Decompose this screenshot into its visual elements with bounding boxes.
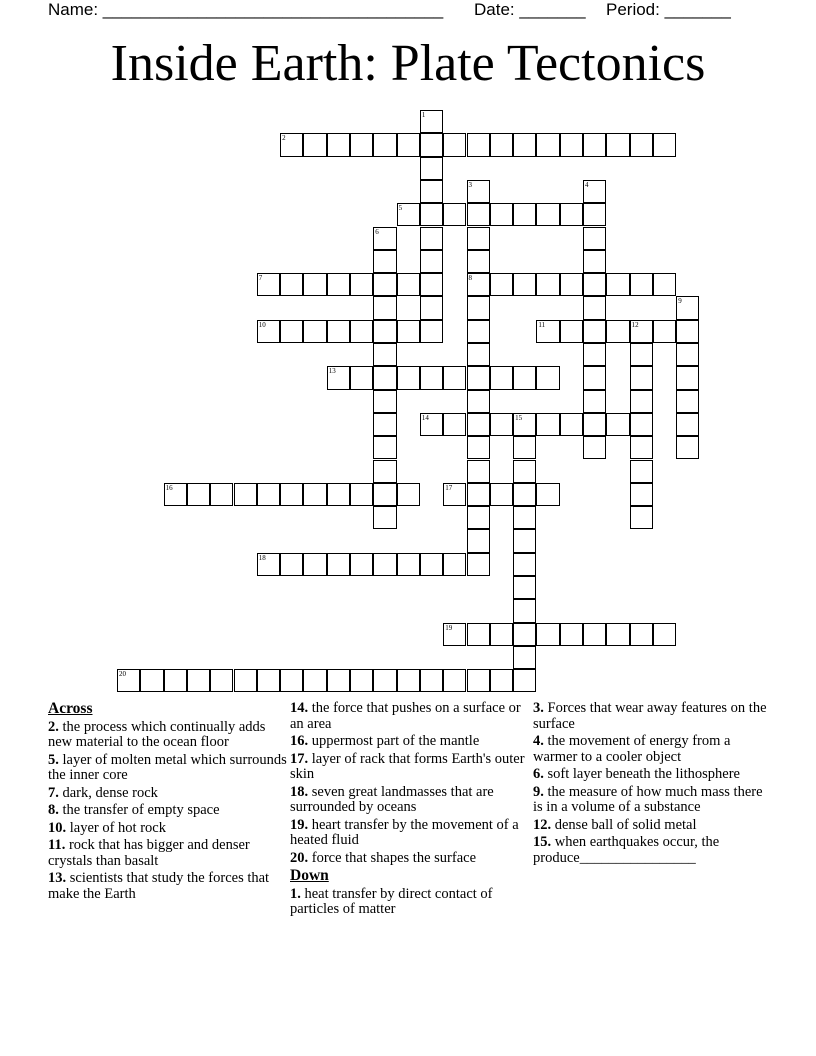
grid-cell[interactable] [653, 133, 676, 156]
grid-cell[interactable] [420, 250, 443, 273]
page-title: Inside Earth: Plate Tectonics [110, 35, 706, 92]
across-heading: Across [48, 700, 93, 717]
grid-cell[interactable] [350, 133, 373, 156]
down-heading: Down [290, 867, 329, 884]
clue-text: Forces that wear away features on the surface [533, 700, 767, 732]
clue-text: when earthquakes occur, the produce________________ [533, 834, 720, 866]
across-clue [290, 818, 526, 849]
clue-number: 5. [48, 751, 59, 768]
grid-cell[interactable] [513, 366, 536, 389]
clue-number-label: 5 [398, 204, 403, 213]
clues-column-3 [533, 701, 773, 868]
grid-cell[interactable] [513, 460, 536, 483]
grid-cell[interactable] [397, 483, 420, 506]
grid-cell[interactable] [420, 203, 443, 226]
grid-cell[interactable] [327, 133, 350, 156]
grid-cell[interactable] [280, 483, 303, 506]
clue-text: uppermost part of the mantle [308, 733, 480, 749]
grid-cell[interactable] [327, 483, 350, 506]
clue-number: 20. [290, 849, 309, 866]
clue-number-label: 1 [421, 111, 426, 119]
clue-text: the force that pushes on a surface or an area [290, 700, 521, 732]
across-clue [48, 821, 288, 837]
clue-number-label: 4 [585, 180, 589, 189]
clue-text: dense ball of solid metal [551, 816, 697, 833]
clue-text: scientists that study the forces that make the Earth [48, 870, 270, 902]
grid-cell[interactable] [606, 133, 629, 156]
grid-cell[interactable] [490, 273, 513, 296]
down-clue [533, 835, 773, 866]
down-clue [290, 887, 526, 918]
grid-cell[interactable] [536, 483, 559, 506]
grid-cell[interactable] [513, 623, 536, 646]
grid-cell[interactable] [443, 203, 466, 226]
grid-cell[interactable] [420, 133, 443, 156]
grid-cell[interactable] [467, 320, 490, 343]
grid-cell[interactable] [303, 273, 326, 296]
grid-cell[interactable] [583, 343, 606, 366]
grid-cell[interactable] [397, 133, 420, 156]
grid-cell[interactable] [280, 669, 303, 692]
grid-cell[interactable] [210, 483, 233, 506]
down-clue [533, 734, 773, 765]
clue-number-label: 18 [258, 553, 266, 562]
grid-cell[interactable] [397, 366, 420, 389]
across-clue [290, 752, 526, 783]
grid-cell[interactable] [676, 343, 699, 366]
clue-number-label: 19 [445, 623, 453, 632]
grid-cell[interactable] [467, 133, 490, 156]
grid-cell[interactable] [350, 483, 373, 506]
grid-cell[interactable] [583, 623, 606, 646]
across-clue [48, 720, 288, 751]
grid-cell[interactable] [373, 390, 396, 413]
grid-cell[interactable] [443, 133, 466, 156]
grid-cell[interactable] [373, 343, 396, 366]
grid-cell[interactable] [583, 436, 606, 459]
down-clue [533, 701, 773, 732]
grid-cell[interactable] [280, 553, 303, 576]
clue-number: 10. [48, 819, 67, 836]
grid-cell[interactable] [490, 623, 513, 646]
clue-number: 15. [533, 834, 552, 850]
across-clue [290, 734, 526, 750]
clue-text: the transfer of empty space [58, 802, 220, 818]
grid-cell[interactable] [303, 133, 326, 156]
clue-text: the measure of how much mass there is in a volume of a substance [533, 783, 763, 815]
clue-number: 8. [48, 802, 59, 818]
grid-cell[interactable] [373, 553, 396, 576]
grid-cell[interactable] [513, 483, 536, 506]
grid-cell[interactable] [234, 669, 257, 692]
grid-cell[interactable] [653, 273, 676, 296]
grid-cell[interactable] [513, 529, 536, 552]
grid-cell[interactable] [536, 133, 559, 156]
grid-cell[interactable] [630, 273, 653, 296]
grid-cell[interactable] [467, 506, 490, 529]
grid-cell[interactable] [676, 413, 699, 436]
clue-text: the process which continually adds new material to the ocean floor [48, 718, 266, 750]
grid-cell[interactable] [606, 320, 629, 343]
grid-cell[interactable] [373, 413, 396, 436]
grid-cell[interactable] [653, 623, 676, 646]
clue-text: seven great landmasses that are surrounded by oceans [290, 783, 494, 815]
grid-cell[interactable] [327, 320, 350, 343]
grid-cell[interactable] [583, 320, 606, 343]
clue-number: 12. [533, 816, 552, 833]
grid-cell[interactable] [373, 436, 396, 459]
grid-cell[interactable] [583, 296, 606, 319]
clue-text: layer of rack that forms Earth's outer skin [290, 750, 525, 782]
clue-number: 17. [290, 750, 309, 767]
grid-cell[interactable] [443, 669, 466, 692]
grid-cell[interactable] [560, 413, 583, 436]
clue-number-label: 11 [538, 320, 546, 329]
clue-number-label: 20 [119, 670, 126, 679]
clue-number: 16. [290, 733, 309, 749]
across-clue [48, 803, 288, 819]
across-clue [48, 871, 288, 902]
grid-cell[interactable] [350, 366, 373, 389]
clue-number: 18. [290, 783, 309, 800]
grid-cell[interactable] [560, 623, 583, 646]
across-clue [48, 753, 288, 784]
grid-cell[interactable] [373, 273, 396, 296]
clue-text: layer of hot rock [66, 819, 166, 836]
date-field-label: Date: _______ [474, 0, 586, 19]
grid-cell[interactable] [630, 133, 653, 156]
clue-number-label: 16 [165, 483, 173, 492]
grid-cell[interactable] [630, 390, 653, 413]
grid-cell[interactable] [373, 669, 396, 692]
grid-cell[interactable] [583, 413, 606, 436]
clue-number-label: 12 [631, 320, 639, 329]
grid-cell[interactable] [676, 436, 699, 459]
grid-cell[interactable] [676, 366, 699, 389]
grid-cell[interactable] [373, 320, 396, 343]
grid-cell[interactable] [350, 669, 373, 692]
grid-cell[interactable] [467, 250, 490, 273]
clue-text: the movement of energy from a warmer to a cooler object [533, 733, 731, 765]
grid-cell[interactable] [467, 227, 490, 250]
clue-text: layer of molten metal which surrounds the inner core [48, 751, 287, 783]
grid-cell[interactable] [513, 553, 536, 576]
clue-number: 3. [533, 700, 544, 716]
period-field-label: Period: _______ [606, 0, 731, 19]
clue-number-label: 15 [515, 413, 523, 422]
grid-cell[interactable] [443, 366, 466, 389]
grid-cell[interactable] [490, 366, 513, 389]
grid-cell[interactable] [420, 669, 443, 692]
grid-cell[interactable] [420, 157, 443, 180]
clue-number-label: 10 [258, 320, 266, 329]
clues-column-1 [48, 701, 288, 904]
grid-cell[interactable] [467, 553, 490, 576]
grid-cell[interactable] [420, 180, 443, 203]
clue-text: rock that has bigger and denser crystals than basalt [48, 837, 250, 869]
grid-cell[interactable] [560, 203, 583, 226]
grid-cell[interactable] [513, 203, 536, 226]
grid-cell[interactable] [373, 250, 396, 273]
grid-cell[interactable] [583, 250, 606, 273]
grid-cell[interactable] [513, 436, 536, 459]
grid-cell[interactable] [583, 390, 606, 413]
across-clue [290, 785, 526, 816]
grid-cell[interactable] [583, 203, 606, 226]
grid-cell[interactable] [536, 273, 559, 296]
grid-cell[interactable] [443, 413, 466, 436]
grid-cell[interactable] [467, 483, 490, 506]
grid-cell[interactable] [373, 506, 396, 529]
clue-number-label: 3 [468, 180, 472, 189]
grid-cell[interactable] [630, 483, 653, 506]
clue-number: 19. [290, 816, 309, 833]
grid-cell[interactable] [467, 529, 490, 552]
grid-cell[interactable] [676, 320, 699, 343]
grid-cell[interactable] [630, 343, 653, 366]
grid-cell[interactable] [490, 483, 513, 506]
grid-cell[interactable] [257, 483, 280, 506]
clue-number: 2. [48, 718, 59, 735]
across-clue [48, 786, 288, 802]
grid-cell[interactable] [164, 669, 187, 692]
grid-cell[interactable] [467, 343, 490, 366]
grid-cell[interactable] [420, 296, 443, 319]
clue-number: 4. [533, 733, 544, 749]
clue-number: 9. [533, 783, 544, 800]
grid-cell[interactable] [467, 296, 490, 319]
grid-cell[interactable] [630, 366, 653, 389]
grid-cell[interactable] [536, 366, 559, 389]
grid-cell[interactable] [420, 553, 443, 576]
grid-cell[interactable] [513, 506, 536, 529]
grid-cell[interactable] [536, 203, 559, 226]
grid-cell[interactable] [327, 553, 350, 576]
grid-cell[interactable] [397, 320, 420, 343]
grid-cell[interactable] [583, 273, 606, 296]
grid-cell[interactable] [420, 273, 443, 296]
across-clue [290, 701, 526, 732]
grid-cell[interactable] [606, 413, 629, 436]
grid-cell[interactable] [327, 273, 350, 296]
grid-cell[interactable] [140, 669, 163, 692]
grid-cell[interactable] [303, 553, 326, 576]
grid-cell[interactable] [490, 203, 513, 226]
grid-cell[interactable] [583, 133, 606, 156]
grid-cell[interactable] [560, 273, 583, 296]
grid-cell[interactable] [630, 623, 653, 646]
grid-cell[interactable] [513, 133, 536, 156]
grid-cell[interactable] [467, 436, 490, 459]
grid-cell[interactable] [420, 227, 443, 250]
grid-cell[interactable] [350, 273, 373, 296]
clue-number-label: 8 [468, 274, 472, 283]
down-clue [533, 785, 773, 816]
grid-cell[interactable] [583, 366, 606, 389]
grid-cell[interactable] [467, 413, 490, 436]
grid-cell[interactable] [373, 460, 396, 483]
grid-cell[interactable] [630, 436, 653, 459]
grid-cell[interactable] [350, 553, 373, 576]
grid-cell[interactable] [630, 413, 653, 436]
clue-text: heat transfer by direct contact of particles of matter [290, 885, 493, 917]
name-field-label: Name: ____________________________________ [48, 0, 444, 19]
grid-cell[interactable] [467, 203, 490, 226]
grid-cell[interactable] [606, 273, 629, 296]
clue-number: 14. [290, 700, 309, 716]
clue-number-label: 2 [282, 134, 286, 143]
down-clue [533, 767, 773, 783]
grid-cell[interactable] [280, 273, 303, 296]
grid-cell[interactable] [490, 133, 513, 156]
grid-cell[interactable] [350, 320, 373, 343]
grid-cell[interactable] [373, 483, 396, 506]
grid-cell[interactable] [653, 320, 676, 343]
clue-text: soft layer beneath the lithosphere [543, 766, 740, 782]
grid-cell[interactable] [630, 506, 653, 529]
clue-number: 6. [533, 766, 544, 782]
clue-text: force that shapes the surface [308, 849, 477, 866]
grid-cell[interactable] [490, 669, 513, 692]
clue-number-label: 7 [258, 274, 263, 283]
grid-cell[interactable] [303, 669, 326, 692]
across-clue [290, 851, 526, 867]
grid-cell[interactable] [560, 133, 583, 156]
grid-cell[interactable] [583, 227, 606, 250]
down-clue [533, 818, 773, 834]
grid-cell[interactable] [513, 576, 536, 599]
grid-cell[interactable] [397, 273, 420, 296]
clue-number: 1. [290, 885, 301, 902]
grid-cell[interactable] [490, 413, 513, 436]
grid-cell[interactable] [420, 320, 443, 343]
grid-cell[interactable] [373, 366, 396, 389]
grid-cell[interactable] [513, 599, 536, 622]
clue-number-label: 13 [328, 367, 336, 376]
clue-number: 13. [48, 870, 67, 886]
grid-cell[interactable] [373, 296, 396, 319]
grid-cell[interactable] [303, 320, 326, 343]
grid-cell[interactable] [560, 320, 583, 343]
grid-cell[interactable] [443, 553, 466, 576]
grid-cell[interactable] [303, 483, 326, 506]
clue-number-label: 6 [375, 227, 379, 236]
grid-cell[interactable] [630, 460, 653, 483]
clue-number-label: 14 [421, 413, 429, 422]
clue-number: 11. [48, 837, 66, 853]
grid-cell[interactable] [467, 623, 490, 646]
grid-cell[interactable] [397, 669, 420, 692]
grid-cell[interactable] [467, 366, 490, 389]
grid-cell[interactable] [234, 483, 257, 506]
grid-cell[interactable] [467, 460, 490, 483]
grid-cell[interactable] [513, 646, 536, 669]
clue-number-label: 9 [678, 297, 682, 306]
grid-cell[interactable] [210, 669, 233, 692]
grid-cell[interactable] [606, 623, 629, 646]
grid-cell[interactable] [536, 623, 559, 646]
across-clue [48, 838, 288, 869]
grid-cell[interactable] [373, 133, 396, 156]
grid-cell[interactable] [513, 669, 536, 692]
grid-cell[interactable] [280, 320, 303, 343]
grid-cell[interactable] [187, 483, 210, 506]
clue-text: heart transfer by the movement of a heated fluid [290, 816, 519, 848]
grid-cell[interactable] [327, 669, 350, 692]
grid-cell[interactable] [676, 390, 699, 413]
grid-cell[interactable] [420, 366, 443, 389]
clue-text: dark, dense rock [58, 784, 158, 801]
grid-cell[interactable] [467, 390, 490, 413]
grid-cell[interactable] [467, 669, 490, 692]
grid-cell[interactable] [536, 413, 559, 436]
grid-cell[interactable] [257, 669, 280, 692]
clues-column-2 [290, 701, 526, 920]
clue-number: 7. [48, 784, 59, 801]
grid-cell[interactable] [513, 273, 536, 296]
grid-cell[interactable] [397, 553, 420, 576]
clue-number-label: 17 [445, 483, 453, 492]
grid-cell[interactable] [187, 669, 210, 692]
